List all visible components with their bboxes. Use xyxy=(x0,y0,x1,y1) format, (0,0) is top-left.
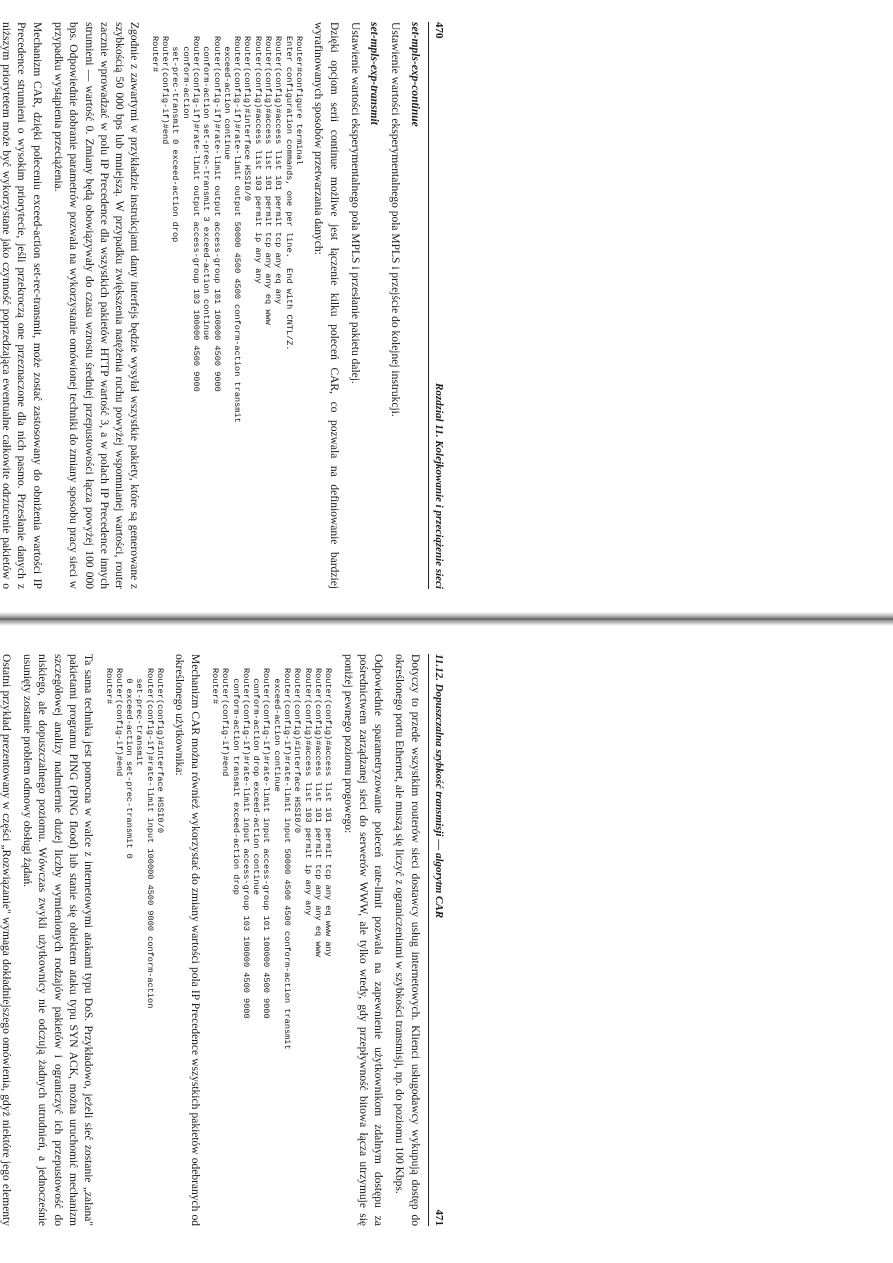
code-block xyxy=(103,668,165,1226)
paragraph: Ustawienie wartości eksperymentalnego pola MPLS i przejście do kolejnej instrukcji. xyxy=(389,22,402,417)
book-spine xyxy=(0,612,893,626)
code-line: Router(config)#interface HSSI0/0 xyxy=(292,668,303,834)
code-line: Router(config)#interface HSSI0/0 xyxy=(155,668,166,834)
code-line: 0 exceed-action set-prec-transmit 0 xyxy=(124,668,135,859)
subheading: set-mpls-exp-transmit xyxy=(368,22,381,125)
subheading: set-mpls-exp-continue xyxy=(408,22,421,127)
running-head-title: 11.12. Dopuszczalna szybkość transmisji — algorytm CAR xyxy=(433,654,445,919)
code-line: Router(config-if)#rate-limit input 100000 4500 9000 conform-action xyxy=(144,668,155,1009)
code-line: Router(config-if)#end xyxy=(220,668,231,777)
code-line: set-prec-transmit xyxy=(134,668,145,766)
paragraph: Odpowiednie sparametryzowanie poleceń rate-limit pozwala na zapewnienie użytkownikom zdalnym dostępu za pośrednictwem zarządzanej sieci do serwerów WWW, ale tylko wtedy, gdy przepływność bitowa łącza utrzymuje się poniżej pewnego poziomu progowego: xyxy=(341,654,385,1226)
code-line: Router(config-if)#rate-limit input 50000 4500 4500 conform-action transmit xyxy=(282,668,293,1050)
running-head-title: Rozdział 11. Kolejkowanie i przeciążenie sieci xyxy=(433,383,445,589)
code-line: Router(config-if)#rate-limit output access-group 103 100000 4500 9000 xyxy=(190,36,201,392)
code-line: Router# xyxy=(149,36,160,73)
paragraph: Ta sama technika jest pomocna w walce z internetowymi atakami typu DoS. Przykładowo, jeżeli sieć zostanie „zalana" pakietami programu PING (PING flood) lub stanie się obiektem ataku typu SYN ACK, można uruchomić mechanizm szczegółowej analizy nadmiernie dużej liczby wymienionych rodzajów pakietów i ograniczyć ich przepustowość do niskiego, ale dopuszczalnego poziomu. Wówczas zwykli użytkownicy nie odczują żadnych utrudnień, a jednocześnie usunięty zostanie problem odmowy obsługi żądań. xyxy=(21,654,95,1226)
paragraph: Dotyczy to przede wszystkim routerów sieci dostawcy usług internetowych. Klienci usługodawcy wykupują dostęp do określonego portu Ethernet, ale muszą się liczyć z ograniczeniami w szybkości transmisji, np. do poziomu 100 Kbps. xyxy=(393,654,421,1226)
code-line: Router(config)#access list 103 permit ip any any xyxy=(302,668,313,916)
code-line: exceed-action continue xyxy=(221,36,232,160)
code-line: Router(config)#access list 101 permit tcp any any eq www xyxy=(263,36,274,325)
code-line: Router(config-if)#rate-limit input access-group 101 100000 4500 9000 xyxy=(261,668,272,1019)
code-line: Router(config-if)#end xyxy=(160,36,171,145)
code-line: set-prec-transmit 0 exceed-action drop xyxy=(170,36,181,243)
code-line: conform-action transmit exceed-action drop xyxy=(230,668,241,895)
code-line: Enter configuration commands, one per line. End with CNTL/Z. xyxy=(283,36,294,351)
paragraph: Ostatni przykład prezentowany w części „Rozwiązanie" wymaga dokładniejszego omówienia, gdyż niektóre jego elementy xyxy=(0,654,12,1226)
code-line: Router(config)#interface HSSI0/0 xyxy=(242,36,253,202)
code-block xyxy=(210,668,334,1226)
code-line: Router#configure terminal xyxy=(293,36,304,165)
code-line: Router# xyxy=(103,668,114,705)
paragraph: Mechanizm CAR można również wykorzystać do zmiany wartości pola IP Precedence wszystkich pakietów odebranych od określonego użytkownika: xyxy=(173,654,201,1226)
code-line: Router# xyxy=(209,668,220,705)
page-470 xyxy=(0,8,446,603)
running-header xyxy=(428,654,446,1226)
page-number: 470 xyxy=(433,22,445,39)
page-number: 471 xyxy=(433,1209,445,1226)
code-line: Router(config-if)#rate-limit output access-group 101 100000 4500 9000 xyxy=(211,36,222,392)
code-line: Router(config)#access list 101 permit tcp any eq www any xyxy=(323,668,334,957)
code-line: conform-action set-prec-transmit 3 exceed-action continue xyxy=(201,36,212,341)
code-line: conform-action xyxy=(180,36,191,119)
code-line: Router(config-if)#end xyxy=(113,668,124,777)
code-line: Router(config)#access list 101 permit tcp any any eq www xyxy=(312,668,323,957)
paragraph: Dzięki opcjom serii continue możliwe jest łączenie kilku poleceń CAR, co pozwala na definiowanie bardziej wyrafinowanych sposobów przetwarzania danych: xyxy=(312,22,340,589)
code-line: Router(config)#access list 103 permit ip any any xyxy=(252,36,263,284)
code-block xyxy=(149,36,303,589)
code-line: exceed-action continue xyxy=(271,668,282,792)
running-header xyxy=(428,22,446,589)
code-line: Router(config-if)#rate-limit input access-group 103 100000 4500 9000 xyxy=(240,668,251,1019)
code-line: conform-action drop exceed-action continue xyxy=(251,668,262,895)
code-line: Router(config-if)#rate-limit output 50000 4500 4500 conform-action transmit xyxy=(232,36,243,423)
paragraph: Ustawienie wartości eksperymentalnego pola MPLS i przesłanie pakietu dalej. xyxy=(348,22,361,384)
paragraph: Mechanizm CAR, dzięki poleceniu exceed-action set-rec-transmit, może zostać zastosowany do obniżenia wartości IP Precedence strumieni o wysokim priorytecie, jeśli przekroczą one przeznaczone dla nich pasmo. Przesłanie danych z niższym priorytetem może być wykorzystane jako czynność poprzedzająca ewentualne całkowite odrzucenie pakietów o xyxy=(0,22,43,589)
code-line: Router(config)#access list 101 permit tcp any eq any xyxy=(273,36,284,305)
page-471 xyxy=(0,640,446,1240)
paragraph: Zgodnie z zawartymi w przykładzie instrukcjami dany interfejs będzie wysyłał wszystkie pakiety, które są generowane z szybkością 50 000 bps lub mniejszą. W przypadku zwiększenia natężenia ruchu powyżej wspomnianej wartości, router zacznie wprowadzać w polu IP Precedence dla wszystkich pakietów HTTP wartość 3, a w polach IP Precedence innych strumieni — wartość 0. Zmiany będą obowiązywały do czasu wzrostu średniej przepustowości łącza powyżej 100 000 bps. Odpowiednie dobranie parametrów pozwala na wykorzystanie omówionej techniki do zmiany sposobu pracy sieci w przypadku wystąpienia przeciążenia. xyxy=(51,22,141,589)
